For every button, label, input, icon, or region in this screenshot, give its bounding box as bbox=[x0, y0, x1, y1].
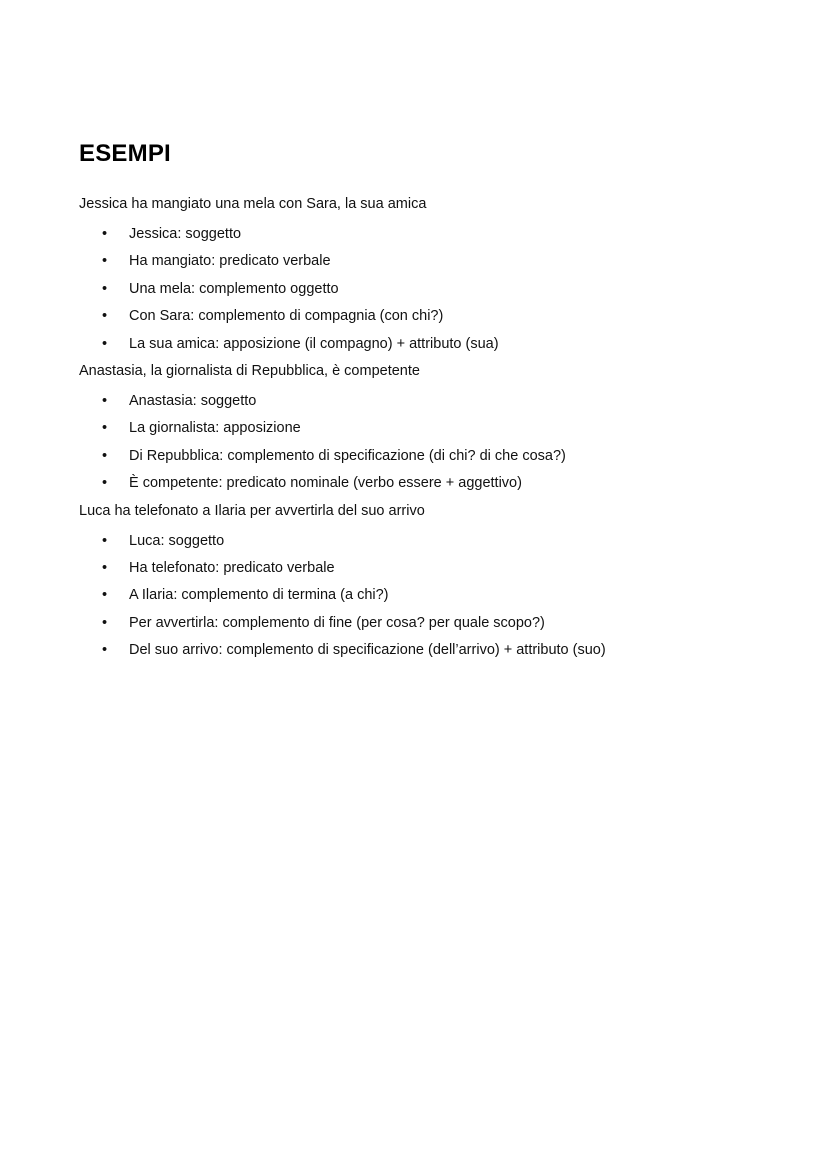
bullet-icon: • bbox=[102, 420, 108, 437]
list-item bbox=[79, 388, 779, 415]
example-list-1 bbox=[79, 221, 779, 358]
list-item-text: Anastasia: soggetto bbox=[129, 393, 257, 410]
list-item bbox=[79, 303, 779, 330]
list-item bbox=[79, 610, 779, 637]
bullet-icon: • bbox=[102, 335, 108, 352]
list-item bbox=[79, 443, 779, 470]
bullet-icon: • bbox=[102, 280, 108, 297]
list-item bbox=[79, 331, 779, 358]
list-item bbox=[79, 528, 779, 555]
list-item-text: Una mela: complemento oggetto bbox=[129, 280, 339, 297]
bullet-icon: • bbox=[102, 475, 108, 492]
example-list-3 bbox=[79, 528, 779, 665]
example-sentence-2: Anastasia, la giornalista di Repubblica, è competente bbox=[79, 363, 420, 380]
list-item bbox=[79, 248, 779, 275]
list-item bbox=[79, 276, 779, 303]
bullet-icon: • bbox=[102, 393, 108, 410]
list-item bbox=[79, 555, 779, 582]
bullet-icon: • bbox=[102, 642, 108, 659]
list-item bbox=[79, 415, 779, 442]
bullet-icon: • bbox=[102, 532, 108, 549]
bullet-icon: • bbox=[102, 560, 108, 577]
list-item-text: A Ilaria: complemento di termina (a chi?) bbox=[129, 587, 389, 604]
list-item-text: Ha telefonato: predicato verbale bbox=[129, 560, 335, 577]
list-item-text: Con Sara: complemento di compagnia (con chi?) bbox=[129, 308, 444, 325]
bullet-icon: • bbox=[102, 447, 108, 464]
bullet-icon: • bbox=[102, 308, 108, 325]
list-item-text: La giornalista: apposizione bbox=[129, 420, 301, 437]
list-item bbox=[79, 221, 779, 248]
list-item-text: La sua amica: apposizione (il compagno) + attributo (sua) bbox=[129, 335, 499, 352]
list-item-text: Del suo arrivo: complemento di specificazione (dell’arrivo) + attributo (suo) bbox=[129, 642, 606, 659]
list-item bbox=[79, 582, 779, 609]
list-item-text: Ha mangiato: predicato verbale bbox=[129, 253, 331, 270]
bullet-icon: • bbox=[102, 614, 108, 631]
example-sentence-1: Jessica ha mangiato una mela con Sara, la sua amica bbox=[79, 196, 427, 212]
list-item bbox=[79, 470, 779, 497]
list-item-text: È competente: predicato nominale (verbo essere + aggettivo) bbox=[129, 475, 522, 492]
bullet-icon: • bbox=[102, 226, 108, 242]
list-item-text: Di Repubblica: complemento di specificazione (di chi? di che cosa?) bbox=[129, 447, 566, 464]
example-list-2 bbox=[79, 388, 779, 498]
list-item bbox=[79, 637, 779, 664]
list-item-text: Luca: soggetto bbox=[129, 532, 225, 549]
document-page bbox=[79, 138, 779, 665]
page-title: ESEMPI bbox=[79, 140, 171, 167]
bullet-icon: • bbox=[102, 587, 108, 604]
list-item-text: Jessica: soggetto bbox=[129, 226, 242, 242]
list-item-text: Per avvertirla: complemento di fine (per cosa? per quale scopo?) bbox=[129, 614, 545, 631]
bullet-icon: • bbox=[102, 253, 108, 270]
example-sentence-3: Luca ha telefonato a Ilaria per avvertirla del suo arrivo bbox=[79, 502, 425, 519]
